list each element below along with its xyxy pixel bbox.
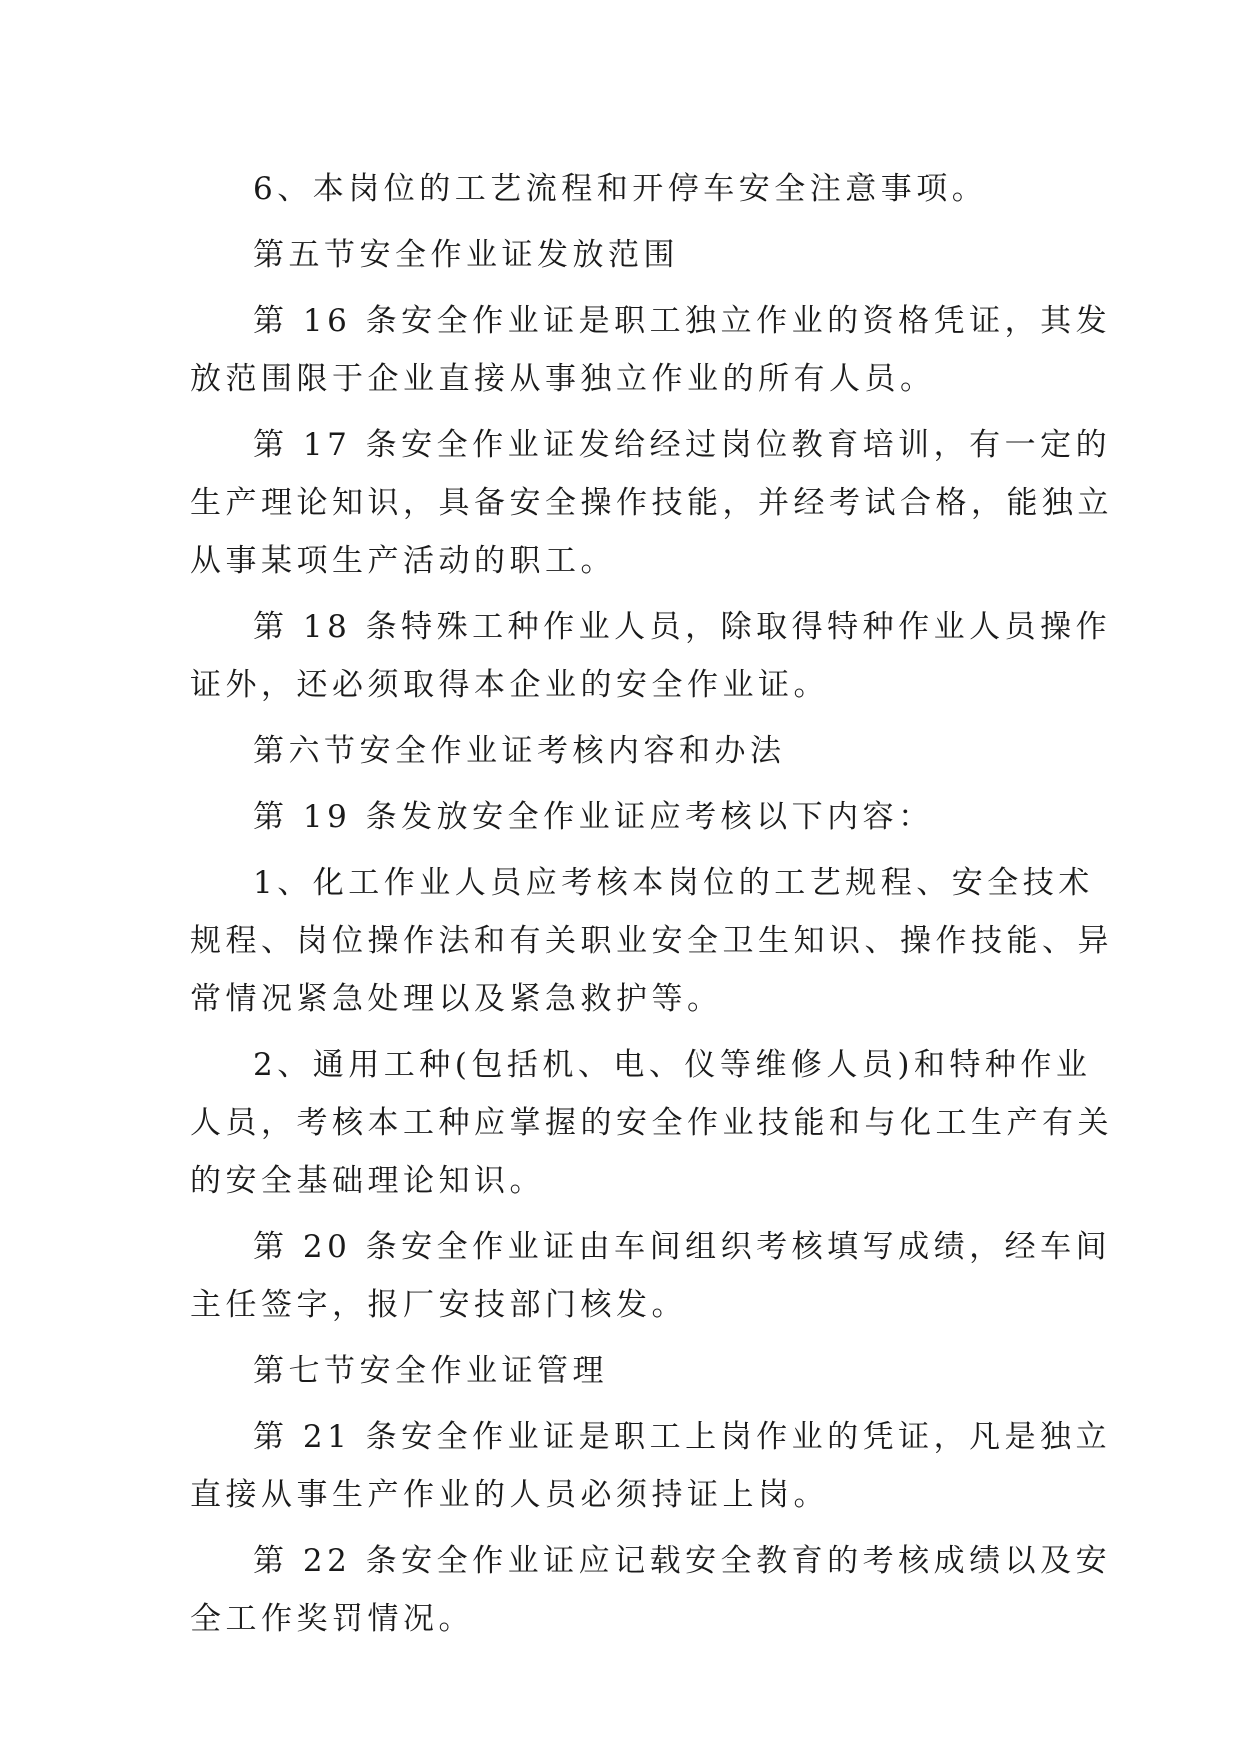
section-heading-6	[190, 722, 1060, 780]
list-item-1	[190, 854, 1113, 1028]
paragraph-line: 从事某项生产活动的职工。	[190, 543, 616, 579]
paragraph-line: 第 19 条发放安全作业证应考核以下内容：	[253, 799, 934, 835]
paragraph-line: 第 16 条安全作业证是职工独立作业的资格凭证，其发	[253, 303, 1112, 339]
paragraph-line: 第 20 条安全作业证由车间组织考核填写成绩，经车间	[253, 1229, 1112, 1265]
article-18	[190, 598, 1112, 714]
article-21	[190, 1408, 1112, 1524]
paragraph-line: 6、本岗位的工艺流程和开停车安全注意事项。	[253, 171, 988, 207]
paragraph-line: 第 17 条安全作业证发给经过岗位教育培训，有一定的	[253, 427, 1112, 463]
section-heading-line: 第七节安全作业证管理	[253, 1353, 608, 1389]
section-heading-7	[190, 1342, 1060, 1400]
paragraph-line: 主任签字，报厂安技部门核发。	[190, 1287, 687, 1323]
paragraph-line: 的安全基础理论知识。	[190, 1163, 545, 1199]
paragraph-line: 直接从事生产作业的人员必须持证上岗。	[190, 1477, 829, 1513]
section-heading-line: 第六节安全作业证考核内容和办法	[253, 733, 786, 769]
paragraph-line: 常情况紧急处理以及紧急救护等。	[190, 981, 723, 1017]
paragraph-line: 人员，考核本工种应掌握的安全作业技能和与化工生产有关	[190, 1105, 1113, 1141]
paragraph-line: 第 21 条安全作业证是职工上岗作业的凭证，凡是独立	[253, 1419, 1112, 1455]
paragraph-line: 规程、岗位操作法和有关职业安全卫生知识、操作技能、异	[190, 923, 1113, 959]
article-16	[190, 292, 1112, 408]
paragraph-line: 第 18 条特殊工种作业人员，除取得特种作业人员操作	[253, 609, 1112, 645]
paragraph-line: 生产理论知识，具备安全操作技能，并经考试合格，能独立	[190, 485, 1113, 521]
list-item-2	[190, 1036, 1113, 1210]
paragraph-line: 1、化工作业人员应考核本岗位的工艺规程、安全技术	[253, 865, 1094, 901]
article-19	[190, 788, 1060, 846]
article-22	[190, 1532, 1112, 1648]
paragraph-line: 全工作奖罚情况。	[190, 1601, 474, 1637]
article-17	[190, 416, 1113, 590]
paragraph-line: 证外，还必须取得本企业的安全作业证。	[190, 667, 829, 703]
paragraph-line: 放范围限于企业直接从事独立作业的所有人员。	[190, 361, 936, 397]
section-heading-5	[190, 226, 1060, 284]
article-20	[190, 1218, 1112, 1334]
paragraph-line: 第 22 条安全作业证应记载安全教育的考核成绩以及安	[253, 1543, 1112, 1579]
section-heading-line: 第五节安全作业证发放范围	[253, 237, 679, 273]
paragraph-line: 2、通用工种(包括机、电、仪等维修人员)和特种作业	[253, 1047, 1092, 1083]
paragraph-item-6	[190, 160, 1060, 218]
document-body	[190, 160, 1113, 1648]
